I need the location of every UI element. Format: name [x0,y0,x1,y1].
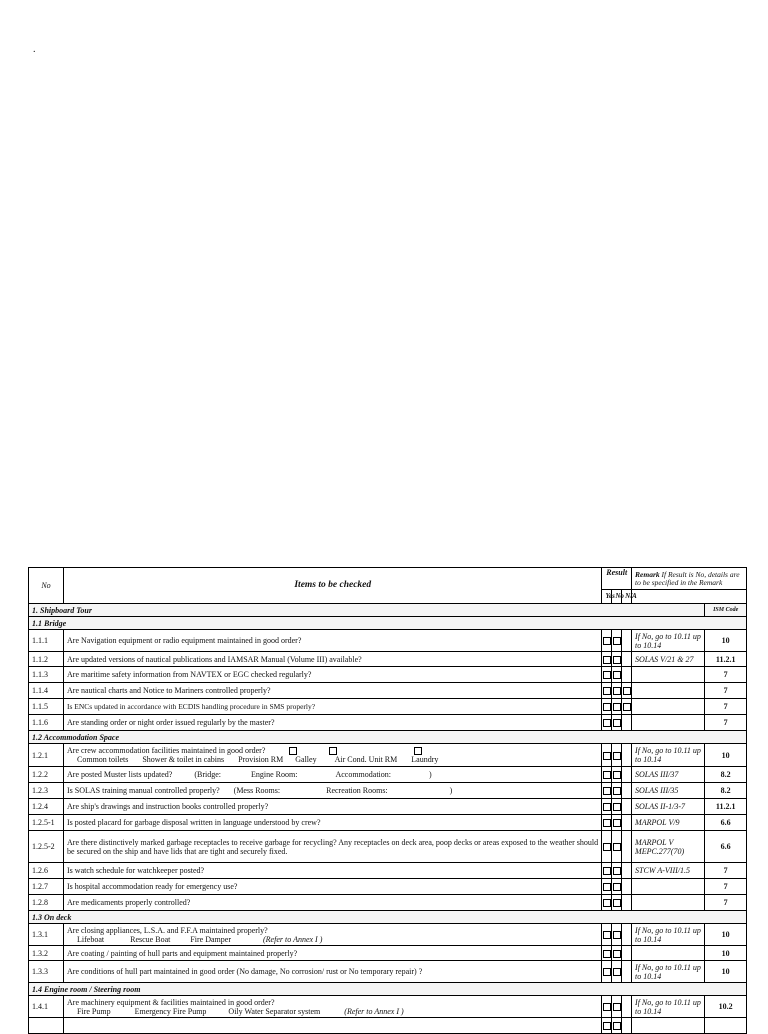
row-number: 1.3.3 [29,961,64,983]
table-row [29,715,747,731]
row-number: 1.2.6 [29,863,64,879]
row-remark: SOLAS III/37 [632,767,705,783]
row-remark [632,895,705,911]
no-checkbox[interactable] [613,703,621,711]
row-remark: If No, go to 10.11 up to 10.14 [632,961,705,983]
no-checkbox[interactable] [613,931,621,939]
row-number: 1.1.3 [29,667,64,683]
table-row [29,996,747,1018]
table-row [29,667,747,683]
row-question: Are ship's drawings and instruction books controlled properly? [64,799,602,815]
yes-checkbox[interactable] [603,703,611,711]
row-ism-code: 10 [705,924,747,946]
header-no-col: No [612,590,622,604]
yes-checkbox[interactable] [603,637,611,645]
table-row [29,744,747,767]
row-question: Are Navigation equipment or radio equipment maintained in good order? [64,630,602,652]
table-row [29,767,747,783]
table-row [29,699,747,715]
table-row [29,799,747,815]
row-ism-code: 10 [705,946,747,961]
row-ism-code: 7 [705,879,747,895]
row-number: 1.2.5-1 [29,815,64,831]
table-row [29,815,747,831]
option-label: Common toilets [77,755,129,765]
row-remark [632,879,705,895]
row-ism-code: 7 [705,863,747,879]
row-ism-code: 10.2 [705,996,747,1018]
row-question: Are updated versions of nautical publications and IAMSAR Manual (Volume III) available? [64,652,602,667]
no-checkbox[interactable] [613,752,621,760]
row-question: Is SOLAS training manual controlled properly? (Mess Rooms: Recreation Rooms: ) [64,783,602,799]
option-label: Shower & toilet in cabins [142,755,225,765]
header-result: Result [602,568,632,590]
row-number: 1.1.2 [29,652,64,667]
yes-checkbox[interactable] [603,671,611,679]
row-remark: SOLAS II-1/3-7 [632,799,705,815]
row-number: 1.2.1 [29,744,64,767]
no-checkbox[interactable] [613,771,621,779]
row-question: Are maritime safety information from NAVTEX or EGC checked regularly? [64,667,602,683]
table-row [29,961,747,983]
row-number: 1.1.6 [29,715,64,731]
row-remark: MARPOL V/9 [632,815,705,831]
no-checkbox[interactable] [613,637,621,645]
yes-checkbox[interactable] [603,950,611,958]
row-ism-code: 7 [705,715,747,731]
row-question: Are machinery equipment & facilities maintained in good order? Fire Pump Emergency Fire Pump Oily Water Separator system (Refer to Annex I ) [64,996,602,1018]
table-row [29,783,747,799]
row-ism-code: 11.2.1 [705,799,747,815]
row-number: 1.4.1 [29,996,64,1018]
option-checkbox[interactable] [289,747,297,755]
option-label: Air Cond. Unit RM [334,755,398,765]
row-ism-code: 10 [705,744,747,767]
row-ism-code: 6.6 [705,815,747,831]
yes-checkbox[interactable] [603,931,611,939]
header-no: No [29,568,64,604]
row-ism-code: 11.2.1 [705,652,747,667]
row-ism-code: 7 [705,895,747,911]
row-number: 1.1.1 [29,630,64,652]
question-text: Are crew accommodation facilities maintained in good order? [67,745,266,755]
header-row [29,568,747,590]
header-na: N/A [622,590,632,604]
row-question: Are coating / painting of hull parts and equipment maintained properly? [64,946,602,961]
row-question: Is posted placard for garbage disposal written in language understood by crew? [64,815,602,831]
yes-checkbox[interactable] [603,803,611,811]
row-number: 1.2.2 [29,767,64,783]
row-ism-code: 10 [705,630,747,652]
row-question: Are nautical charts and Notice to Mariners controlled properly? [64,683,602,699]
table-row [29,946,747,961]
yes-checkbox[interactable] [603,771,611,779]
yes-checkbox[interactable] [603,819,611,827]
row-question: Is ENCs updated in accordance with ECDIS handling procedure in SMS properly? [64,699,602,715]
no-checkbox[interactable] [613,843,621,851]
row-question: Are standing order or night order issued regularly by the master? [64,715,602,731]
row-number: 1.3.2 [29,946,64,961]
row-remark: MARPOL V MEPC.277(70) [632,831,705,863]
row-remark: If No, go to 10.11 up to 10.14 [632,744,705,767]
no-checkbox[interactable] [613,687,621,695]
no-checkbox[interactable] [613,899,621,907]
row-ism-code: 8.2 [705,767,747,783]
option-label: Laundry [411,755,439,765]
no-checkbox[interactable] [613,819,621,827]
row-remark [632,667,705,683]
yes-checkbox[interactable] [603,656,611,664]
table-row [29,924,747,946]
no-checkbox[interactable] [613,656,621,664]
option-checkbox[interactable] [329,747,337,755]
section-title: 1.4 Engine room / Steering room [29,983,747,996]
row-number: 1.3.1 [29,924,64,946]
yes-checkbox[interactable] [603,899,611,907]
row-number: 1.2.3 [29,783,64,799]
row-question: Is hospital accommodation ready for emergency use? [64,879,602,895]
yes-checkbox[interactable] [603,968,611,976]
row-number: 1.2.7 [29,879,64,895]
yes-checkbox[interactable] [603,843,611,851]
section-row [29,604,747,617]
row-question: Are there distinctively marked garbage receptacles to receive garbage for recycling? Any receptacles on deck area, poop decks or areas exposed to the weather should be secured on the ship and have lids that are tight and securely fixed. [64,831,602,863]
row-ism-code: 6.6 [705,831,747,863]
option-label: Provision RM [238,755,284,765]
row-remark: If No, go to 10.11 up to 10.14 [632,630,705,652]
row-question: Is watch schedule for watchkeeper posted? [64,863,602,879]
yes-checkbox[interactable] [603,867,611,875]
no-checkbox[interactable] [613,968,621,976]
yes-checkbox[interactable] [603,752,611,760]
table-row [29,1018,747,1034]
row-number: 1.2.8 [29,895,64,911]
option-label: Galley [295,755,317,765]
section-title: 1.3 On deck [29,911,747,924]
no-checkbox[interactable] [613,1003,621,1011]
row-remark: SOLAS III/35 [632,783,705,799]
header-remark: Remark If Result is No, details are to be specified in the Remark [632,568,747,590]
row-ism-code: 7 [705,667,747,683]
ism-code-label: ISM Code [705,604,747,617]
row-remark: If No, go to 10.11 up to 10.14 [632,996,705,1018]
row-number: 1.1.5 [29,699,64,715]
row-question: Are medicaments properly controlled? [64,895,602,911]
table-row [29,895,747,911]
table-row [29,630,747,652]
header-items: Items to be checked [64,568,602,604]
na-checkbox[interactable] [623,687,631,695]
section-title: 1. Shipboard Tour [29,604,705,617]
row-number: 1.2.5-2 [29,831,64,863]
table-row [29,652,747,667]
yes-checkbox[interactable] [603,719,611,727]
row-remark [632,946,705,961]
no-checkbox[interactable] [613,803,621,811]
row-ism-code: 7 [705,683,747,699]
no-checkbox[interactable] [613,719,621,727]
row-ism-code: 8.2 [705,783,747,799]
yes-checkbox[interactable] [603,883,611,891]
header-yes: Yes [602,590,612,604]
yes-checkbox[interactable] [603,687,611,695]
yes-checkbox[interactable] [603,1003,611,1011]
no-checkbox[interactable] [613,671,621,679]
row-remark: SOLAS V/21 & 27 [632,652,705,667]
no-checkbox[interactable] [613,950,621,958]
no-checkbox[interactable] [613,867,621,875]
option-checkbox[interactable] [414,747,422,755]
checklist-table [28,567,747,1034]
yes-checkbox[interactable] [603,1022,611,1030]
table-row [29,831,747,863]
row-remark: STCW A-VIII/1.5 [632,863,705,879]
no-checkbox[interactable] [613,1022,621,1030]
table-row [29,683,747,699]
row-remark [632,699,705,715]
row-remark [632,715,705,731]
table-row [29,863,747,879]
section-title: 1.1 Bridge [29,617,747,630]
na-checkbox[interactable] [623,703,631,711]
row-question: Are posted Muster lists updated? (Bridge: Engine Room: Accommodation: ) [64,767,602,783]
row-question: Are conditions of hull part maintained in good order (No damage, No corrosion/ rust or No temporary repair) ? [64,961,602,983]
table-row [29,879,747,895]
row-number: 1.2.4 [29,799,64,815]
row-ism-code: 10 [705,961,747,983]
stray-mark: . [33,44,36,55]
row-number: 1.1.4 [29,683,64,699]
row-question [64,744,602,767]
row-question: Are closing appliances, L.S.A. and F.F.A maintained properly? Lifeboat Rescue Boat Fire Damper (Refer to Annex I ) [64,924,602,946]
row-ism-code: 7 [705,699,747,715]
no-checkbox[interactable] [613,883,621,891]
yes-checkbox[interactable] [603,787,611,795]
section-title: 1.2 Accommodation Space [29,731,747,744]
no-checkbox[interactable] [613,787,621,795]
row-remark [632,683,705,699]
row-remark: If No, go to 10.11 up to 10.14 [632,924,705,946]
